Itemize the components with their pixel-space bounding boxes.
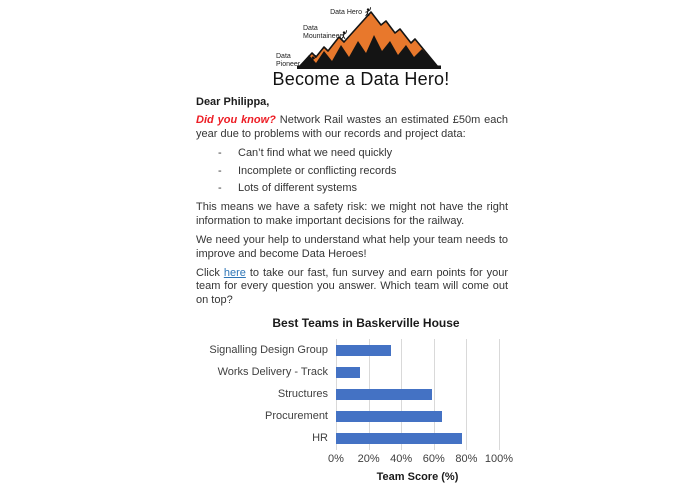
x-tick-label: 40%: [390, 453, 413, 465]
x-tick-label: 20%: [357, 453, 380, 465]
bullet-text: Lots of different systems: [238, 182, 358, 195]
bullet-dash: -: [218, 164, 222, 177]
bullet-item: [196, 165, 508, 178]
bar: [336, 389, 432, 400]
did-you-know-highlight: Did you know?: [196, 114, 276, 127]
survey-link[interactable]: here: [223, 267, 246, 280]
x-tick-label: 0%: [328, 453, 344, 465]
bullet-text: Incomplete or conflicting records: [238, 164, 397, 177]
chart-plot-column: [328, 339, 514, 483]
x-tick-label: 60%: [422, 453, 445, 465]
gridline: [499, 339, 500, 450]
x-tick-label: 80%: [455, 453, 478, 465]
category-label: HR: [312, 432, 328, 444]
bullet-text: Can’t find what we need quickly: [238, 147, 393, 160]
bullet-list: [196, 147, 508, 195]
logo-label-data-hero: Data Hero: [330, 9, 362, 16]
logo-label-data-pioneer: Data Pioneer: [276, 53, 301, 68]
logo-label-data-mountaineer: Data Mountaineer: [303, 25, 342, 40]
letter-body: [196, 96, 508, 313]
bullet-dash: -: [218, 182, 222, 195]
bar-row: [336, 339, 499, 361]
survey-paragraph: [196, 267, 508, 307]
chart-plot: [336, 339, 499, 449]
intro-text: Network Rail wastes an estimated £50m each year due to problems with our records and project data:: [196, 114, 508, 140]
chart-body: [196, 339, 512, 483]
bar: [336, 411, 442, 422]
bar: [336, 433, 462, 444]
category-label: Signalling Design Group: [209, 344, 328, 356]
bullet-item: [196, 182, 508, 195]
bar: [336, 367, 360, 378]
bar-row: [336, 383, 499, 405]
x-axis-label: Team Score (%): [376, 471, 459, 483]
bar-chart: [196, 316, 512, 483]
bar: [336, 345, 391, 356]
help-paragraph: We need your help to understand what help your team needs to improve and become Data Heroes!: [196, 234, 508, 260]
bar-row: [336, 427, 499, 449]
category-label: Procurement: [265, 410, 328, 422]
page-title: Become a Data Hero!: [272, 69, 450, 89]
chart-title: Best Teams in Baskerville House: [272, 316, 460, 330]
survey-text-before: Click: [196, 267, 224, 280]
chart-xticks: [328, 453, 514, 466]
bar-row: [336, 361, 499, 383]
greeting: Dear Philippa,: [196, 96, 270, 108]
x-tick-label: 100%: [484, 453, 514, 465]
intro-paragraph: [196, 114, 508, 141]
category-label: Structures: [277, 388, 328, 400]
safety-paragraph: This means we have a safety risk: we might not have the right information to make important decisions for the railway.: [196, 201, 508, 227]
bar-row: [336, 405, 499, 427]
bullet-item: [196, 147, 508, 160]
category-label: Works Delivery - Track: [217, 366, 328, 378]
bullet-dash: -: [218, 147, 222, 160]
survey-text-after: to take our fast, fun survey and earn points for your team for every question you answer. Which team will come out on top?: [196, 267, 509, 306]
data-hero-logo: [270, 4, 450, 70]
chart-categories: [196, 339, 328, 483]
